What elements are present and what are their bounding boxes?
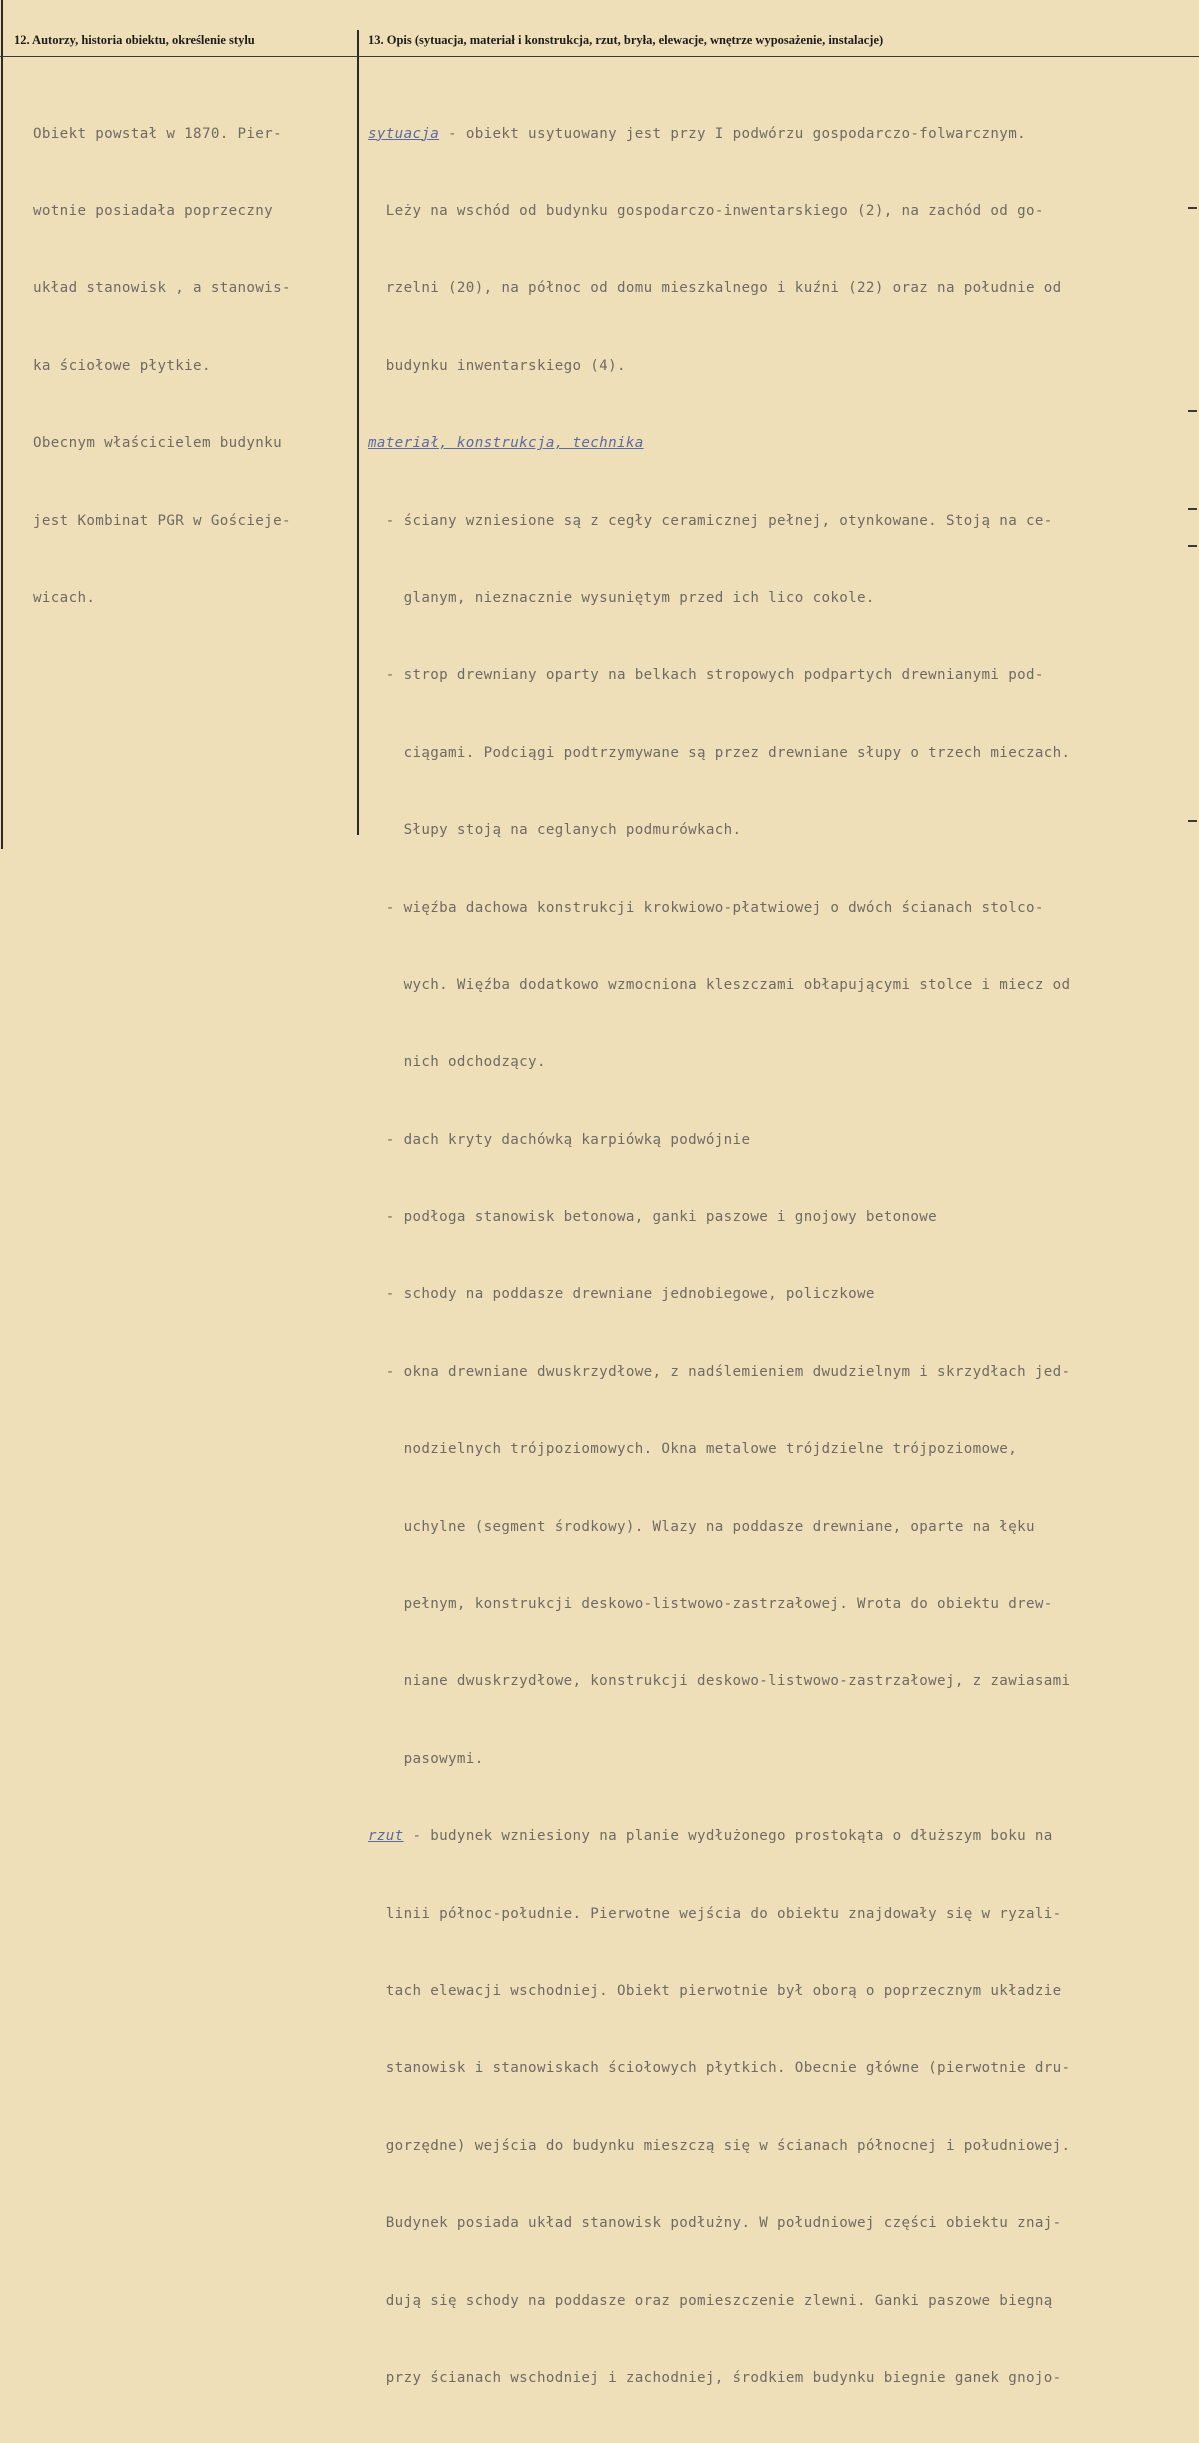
text-line: budynku inwentarskiego (4). xyxy=(368,357,626,374)
text-line: wotnie posiadała poprzeczny xyxy=(33,202,274,219)
text-line: pasowymi. xyxy=(368,1750,484,1767)
text-line: - dach kryty dachówką karpiówką podwójnie xyxy=(368,1131,751,1148)
text-line: układ stanowisk , a stanowis- xyxy=(33,280,291,297)
text-line: Słupy stoją na ceglanych podmurówkach. xyxy=(368,822,742,839)
column-divider xyxy=(357,30,359,835)
edge-tick-mark xyxy=(1188,508,1197,510)
text-line: gorzędne) wejścia do budynku mieszczą się w ścianach północnej i południowej. xyxy=(368,2137,1071,2154)
text-line xyxy=(368,1824,1070,1850)
text-line: nich odchodzący. xyxy=(368,1054,546,1071)
text-line: nodzielnych trójpoziomowych. Okna metalowe trójdzielne trójpoziomowe, xyxy=(368,1441,1018,1458)
text-line: stanowisk i stanowiskach ściołowych płytkich. Obecnie główne (pierwotnie dru- xyxy=(368,2060,1071,2077)
text-line: - podłoga stanowisk betonowa, ganki paszowe i gnojowy betonowe xyxy=(368,1209,938,1226)
edge-tick-mark xyxy=(1188,820,1197,822)
text-line: tach elewacji wschodniej. Obiekt pierwotnie był oborą o poprzecznym układzie xyxy=(368,1982,1062,1999)
text-line: glanym, nieznacznie wysuniętym przed ich lico cokole. xyxy=(368,589,875,606)
line-rest: - obiekt usytuowany jest przy I podwórzu gospodarczo-folwarcznym. xyxy=(439,125,1026,142)
line-rest: - budynek wzniesiony na planie wydłużonego prostokąta o dłuższym boku na xyxy=(403,1828,1053,1845)
text-line: linii północ-południe. Pierwotne wejścia do obiektu znajdowały się w ryzali- xyxy=(368,1905,1062,1922)
section-12-heading: 12. Autorzy, historia obiektu, określenie stylu xyxy=(14,33,255,47)
text-line: Leży na wschód od budynku gospodarczo-inwentarskiego (2), na zachód od go- xyxy=(368,202,1044,219)
term-material: materiał, konstrukcja, technika xyxy=(368,435,644,452)
edge-tick-mark xyxy=(1188,545,1197,547)
text-line: - więźba dachowa konstrukcji krokwiowo-płatwiowej o dwóch ścianach stolco- xyxy=(368,899,1044,916)
text-line: rzelni (20), na północ od domu mieszkalnego i kuźni (22) oraz na południe od xyxy=(368,280,1062,297)
text-line: Obiekt powstał w 1870. Pier- xyxy=(33,125,282,142)
text-line: ciągami. Podciągi podtrzymywane są przez drewniane słupy o trzech mieczach. xyxy=(368,744,1071,761)
text-line xyxy=(368,122,1070,148)
text-line: pełnym, konstrukcji deskowo-listwowo-zastrzałowej. Wrota do obiektu drew- xyxy=(368,1596,1053,1613)
text-line: Obecnym właścicielem budynku xyxy=(33,435,282,452)
section-13-heading: 13. Opis (sytuacja, materiał i konstrukcja, rzut, bryła, elewacje, wnętrze wyposażenie, instalacje) xyxy=(368,33,884,47)
edge-tick-mark xyxy=(1188,207,1197,209)
text-line: ka ściołowe płytkie. xyxy=(33,357,211,374)
text-line: - ściany wzniesione są z cegły ceramicznej pełnej, otynkowane. Stoją na ce- xyxy=(368,512,1053,529)
left-edge-line xyxy=(1,0,3,849)
text-line: jest Kombinat PGR w Gościeje- xyxy=(33,512,291,529)
term-rzut: rzut xyxy=(368,1828,404,1845)
text-line: Budynek posiada układ stanowisk podłużny. W południowej części obiektu znaj- xyxy=(368,2215,1062,2232)
text-line xyxy=(368,431,1070,457)
text-line: - okna drewniane dwuskrzydłowe, z nadślemieniem dwudzielnym i skrzydłach jed- xyxy=(368,1363,1071,1380)
text-line: - schody na poddasze drewniane jednobiegowe, policzkowe xyxy=(368,1286,875,1303)
description-text xyxy=(368,70,1070,2443)
text-line: przy ścianach wschodniej i zachodniej, środkiem budynku biegnie ganek gnojo- xyxy=(368,2369,1062,2386)
text-line: wych. Więźba dodatkowo wzmocniona kleszczami obłapującymi stolce i miecz od xyxy=(368,976,1071,993)
term-sytuacja: sytuacja xyxy=(368,125,440,142)
text-line: niane dwuskrzydłowe, konstrukcji deskowo-listwowo-zastrzałowej, z zawiasami xyxy=(368,1673,1071,1690)
text-line: dują się schody na poddasze oraz pomieszczenie zlewni. Ganki paszowe biegną xyxy=(368,2292,1053,2309)
header-rule xyxy=(0,56,1199,57)
history-text xyxy=(33,70,291,663)
text-line: uchylne (segment środkowy). Wlazy na poddasze drewniane, oparte na łęku xyxy=(368,1518,1035,1535)
text-line: - strop drewniany oparty na belkach stropowych podpartych drewnianymi pod- xyxy=(368,667,1044,684)
edge-tick-mark xyxy=(1188,410,1197,412)
text-line: wicach. xyxy=(33,589,96,606)
